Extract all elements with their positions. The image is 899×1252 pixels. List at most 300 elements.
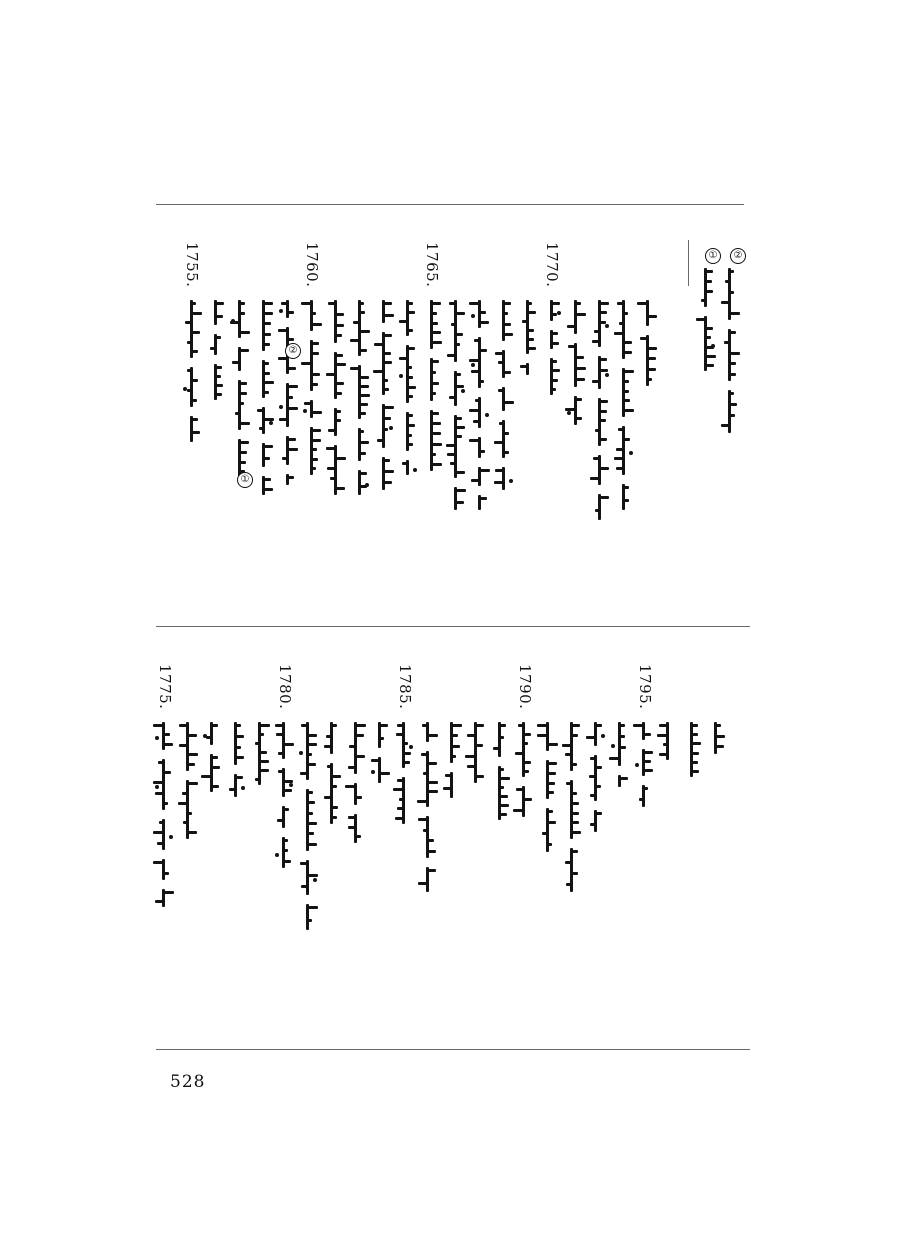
script-stroke <box>408 443 413 446</box>
line-number: 1765. <box>423 242 441 288</box>
script-stroke <box>408 311 415 314</box>
script-stroke <box>371 759 379 762</box>
script-stroke <box>384 379 388 382</box>
script-stroke <box>308 843 317 846</box>
script-dot <box>413 468 417 472</box>
script-word <box>186 780 189 839</box>
script-stroke <box>428 781 438 784</box>
script-stroke <box>600 410 607 413</box>
script-stroke <box>600 496 609 499</box>
script-stroke <box>384 314 394 317</box>
script-stroke <box>264 488 273 491</box>
script-stroke <box>153 861 163 864</box>
script-stroke <box>345 785 355 788</box>
script-stroke <box>384 481 392 484</box>
script-stroke <box>164 771 171 774</box>
script-stroke <box>288 476 294 479</box>
page-number: 528 <box>170 1072 206 1092</box>
script-stroke <box>408 424 415 427</box>
script-stroke <box>428 839 434 842</box>
script-stroke <box>600 311 607 314</box>
script-stroke <box>330 477 335 480</box>
script-stroke <box>284 860 291 863</box>
script-stroke <box>528 338 534 341</box>
script-dot <box>605 373 609 377</box>
script-stroke <box>188 812 192 815</box>
script-stroke <box>449 396 455 399</box>
script-dot <box>169 835 173 839</box>
script-stroke <box>301 724 307 727</box>
script-stroke <box>301 885 307 888</box>
script-stroke <box>240 349 249 352</box>
script-stroke <box>600 400 608 403</box>
script-dot <box>409 745 413 749</box>
script-stroke <box>548 782 555 785</box>
script-stroke <box>164 733 170 736</box>
script-column <box>478 300 487 510</box>
script-stroke <box>456 385 464 388</box>
script-stroke <box>360 394 370 397</box>
script-column <box>704 268 713 378</box>
script-stroke <box>552 369 560 372</box>
script-stroke <box>216 336 221 339</box>
script-stroke <box>692 733 698 736</box>
script-stroke <box>548 843 552 846</box>
top-rule <box>156 204 744 205</box>
script-stroke <box>278 752 283 755</box>
script-stroke <box>619 322 623 325</box>
script-stroke <box>499 422 503 425</box>
script-dot <box>629 451 633 455</box>
script-stroke <box>423 772 427 775</box>
script-stroke <box>408 434 412 437</box>
script-stroke <box>730 414 735 417</box>
script-stroke <box>572 831 581 834</box>
script-stroke <box>380 724 388 727</box>
script-stroke <box>153 724 163 727</box>
script-stroke <box>260 760 269 763</box>
script-dot <box>275 853 279 857</box>
script-stroke <box>182 792 187 795</box>
script-stroke <box>572 850 578 853</box>
script-stroke <box>456 417 462 420</box>
script-stroke <box>255 742 259 745</box>
script-stroke <box>384 406 394 409</box>
script-dot <box>485 413 489 417</box>
script-column <box>162 722 171 907</box>
script-stroke <box>692 742 701 745</box>
script-stroke <box>428 869 436 872</box>
script-stroke <box>471 370 479 373</box>
script-stroke <box>456 426 465 429</box>
script-stroke <box>596 724 602 727</box>
script-stroke <box>624 380 629 383</box>
script-stroke <box>356 796 362 799</box>
script-column <box>354 722 363 847</box>
script-stroke <box>716 724 721 727</box>
script-stroke <box>404 742 408 745</box>
script-stroke <box>644 751 653 754</box>
script-stroke <box>308 832 314 835</box>
script-stroke <box>456 312 465 315</box>
script-stroke <box>449 302 455 305</box>
script-stroke <box>308 753 312 756</box>
script-stroke <box>542 832 547 835</box>
script-stroke <box>480 497 487 500</box>
line-number: 1755. <box>183 242 201 288</box>
script-word <box>406 345 409 403</box>
script-stroke <box>210 347 215 350</box>
script-stroke <box>624 312 628 315</box>
script-stroke <box>157 842 163 845</box>
script-stroke <box>187 341 191 344</box>
script-stroke <box>304 402 311 405</box>
script-stroke <box>617 302 623 305</box>
script-stroke <box>469 359 479 362</box>
script-stroke <box>590 477 599 480</box>
script-stroke <box>284 849 288 852</box>
script-stroke <box>327 467 335 470</box>
script-stroke <box>312 467 316 470</box>
script-stroke <box>624 409 634 412</box>
script-stroke <box>537 734 547 737</box>
script-stroke <box>432 412 439 415</box>
script-stroke <box>326 447 335 450</box>
script-stroke <box>377 439 383 442</box>
script-stroke <box>360 441 369 444</box>
script-stroke <box>495 469 503 472</box>
script-stroke <box>432 463 442 466</box>
script-stroke <box>422 724 427 727</box>
script-stroke <box>264 478 271 481</box>
script-stroke <box>504 312 508 315</box>
script-stroke <box>288 407 298 410</box>
script-stroke <box>516 788 523 791</box>
script-stroke <box>308 734 317 737</box>
script-stroke <box>620 746 626 749</box>
script-stroke <box>706 364 714 367</box>
script-column <box>334 300 343 495</box>
script-stroke <box>308 743 317 746</box>
script-stroke <box>360 452 366 455</box>
script-stroke <box>418 882 427 885</box>
script-stroke <box>185 321 191 324</box>
inline-marker: ② <box>285 343 301 359</box>
script-stroke <box>513 809 523 812</box>
script-stroke <box>360 330 370 333</box>
script-stroke <box>277 819 283 822</box>
script-stroke <box>212 766 220 769</box>
script-stroke <box>624 399 630 402</box>
script-stroke <box>360 472 367 475</box>
script-stroke <box>235 412 239 415</box>
script-stroke <box>692 761 698 764</box>
script-stroke <box>640 337 647 340</box>
script-word <box>704 316 707 371</box>
script-column <box>402 722 411 842</box>
script-stroke <box>452 745 460 748</box>
script-stroke <box>624 499 629 502</box>
script-stroke <box>300 772 307 775</box>
script-stroke <box>288 385 298 388</box>
script-column <box>574 300 583 425</box>
script-stroke <box>236 776 243 779</box>
script-stroke <box>572 812 579 815</box>
script-stroke <box>524 798 532 801</box>
script-word <box>570 780 573 839</box>
script-stroke <box>288 338 294 341</box>
script-stroke <box>336 419 341 422</box>
script-stroke <box>586 736 595 739</box>
script-word <box>526 300 529 354</box>
script-stroke <box>308 763 316 766</box>
script-stroke <box>384 417 391 420</box>
script-stroke <box>336 392 342 395</box>
script-stroke <box>336 487 345 490</box>
script-stroke <box>418 818 427 821</box>
script-stroke <box>158 761 163 764</box>
script-stroke <box>504 401 514 404</box>
script-stroke <box>328 429 335 432</box>
footnote-marker: ② <box>730 248 746 264</box>
script-stroke <box>312 312 316 315</box>
script-stroke <box>475 399 479 402</box>
script-stroke <box>616 467 623 470</box>
line-number: 1795. <box>636 664 654 710</box>
script-stroke <box>576 302 581 305</box>
script-stroke <box>397 724 403 727</box>
script-stroke <box>192 399 197 402</box>
script-stroke <box>572 872 578 875</box>
script-stroke <box>432 360 439 363</box>
script-stroke <box>240 422 250 425</box>
script-stroke <box>282 457 287 460</box>
script-stroke <box>240 402 244 405</box>
script-stroke <box>312 323 322 326</box>
script-stroke <box>408 329 413 332</box>
script-stroke <box>301 302 311 305</box>
script-stroke <box>504 432 509 435</box>
script-stroke <box>332 724 337 727</box>
script-stroke <box>312 429 321 432</box>
script-stroke <box>276 733 283 736</box>
script-stroke <box>494 481 503 484</box>
script-stroke <box>259 427 263 430</box>
script-stroke <box>178 802 187 805</box>
script-stroke <box>446 444 455 447</box>
script-stroke <box>706 336 711 339</box>
script-stroke <box>255 778 259 781</box>
script-stroke <box>308 812 313 815</box>
script-stroke <box>264 445 273 448</box>
script-stroke <box>576 398 582 401</box>
script-stroke <box>236 724 241 727</box>
line-number: 1790. <box>516 664 534 710</box>
script-stroke <box>548 772 556 775</box>
script-word <box>358 300 361 356</box>
script-stroke <box>240 331 250 334</box>
script-stroke <box>524 742 528 745</box>
script-stroke <box>476 724 484 727</box>
script-stroke <box>445 774 451 777</box>
script-stroke <box>452 734 458 737</box>
script-stroke <box>572 821 579 824</box>
script-stroke <box>565 861 571 864</box>
script-stroke <box>348 816 355 819</box>
script-word <box>306 789 309 851</box>
script-stroke <box>192 418 198 421</box>
script-stroke <box>380 737 384 740</box>
script-stroke <box>155 900 163 903</box>
script-stroke <box>332 785 337 788</box>
script-column <box>310 300 319 475</box>
script-stroke <box>572 734 578 737</box>
script-stroke <box>624 341 632 344</box>
script-stroke <box>644 769 653 772</box>
script-column <box>454 300 463 510</box>
script-stroke <box>476 744 483 747</box>
script-stroke <box>432 443 442 446</box>
script-stroke <box>624 438 630 441</box>
script-stroke <box>423 829 427 832</box>
script-stroke <box>730 362 736 365</box>
script-stroke <box>192 302 196 305</box>
script-dot <box>241 786 245 790</box>
script-stroke <box>498 389 503 392</box>
script-stroke <box>500 777 510 780</box>
script-column <box>430 300 439 490</box>
script-stroke <box>397 807 403 810</box>
script-stroke <box>240 461 246 464</box>
script-dot <box>601 734 605 738</box>
script-stroke <box>278 357 287 360</box>
middle-rule <box>156 626 750 627</box>
script-stroke <box>450 462 455 465</box>
script-dot <box>635 763 639 767</box>
script-stroke <box>730 373 736 376</box>
script-stroke <box>192 312 202 315</box>
script-stroke <box>657 734 667 737</box>
script-stroke <box>356 755 365 758</box>
script-stroke <box>648 315 657 318</box>
line-number: 1770. <box>543 242 561 288</box>
script-stroke <box>356 724 366 727</box>
script-stroke <box>360 430 364 433</box>
script-stroke <box>469 302 479 305</box>
script-stroke <box>500 804 509 807</box>
script-stroke <box>428 762 437 765</box>
script-stroke <box>264 333 271 336</box>
script-stroke <box>384 361 392 364</box>
script-stroke <box>179 744 187 747</box>
script-stroke <box>350 339 359 342</box>
script-stroke <box>432 371 436 374</box>
script-stroke <box>408 395 413 398</box>
script-stroke <box>528 329 534 332</box>
script-stroke <box>567 325 575 328</box>
script-stroke <box>706 280 712 283</box>
script-stroke <box>384 334 392 337</box>
script-stroke <box>639 798 643 801</box>
script-stroke <box>396 733 403 736</box>
script-dot <box>279 405 283 409</box>
script-column <box>450 722 459 817</box>
script-stroke <box>281 302 287 305</box>
script-word <box>306 860 309 895</box>
script-stroke <box>596 766 602 769</box>
script-stroke <box>596 785 601 788</box>
script-stroke <box>216 375 221 378</box>
script-stroke <box>164 872 169 875</box>
script-stroke <box>500 768 504 771</box>
script-stroke <box>663 743 667 746</box>
script-stroke <box>384 352 391 355</box>
script-stroke <box>721 424 729 427</box>
script-stroke <box>380 772 390 775</box>
script-word <box>306 722 309 780</box>
script-stroke <box>480 469 490 472</box>
script-stroke <box>326 735 331 738</box>
script-dot <box>605 324 609 328</box>
script-stroke <box>236 735 244 738</box>
script-word <box>330 763 333 824</box>
script-stroke <box>467 734 475 737</box>
script-stroke <box>572 763 577 766</box>
script-stroke <box>188 763 195 766</box>
script-column <box>258 722 267 792</box>
script-stroke <box>308 801 315 804</box>
script-stroke <box>716 735 725 738</box>
script-stroke <box>552 332 558 335</box>
script-dot <box>567 411 571 415</box>
script-stroke <box>706 327 713 330</box>
script-word <box>690 722 693 777</box>
script-column <box>186 722 195 852</box>
script-stroke <box>576 417 582 420</box>
script-stroke <box>187 389 191 392</box>
script-column <box>286 300 295 485</box>
script-stroke <box>353 321 359 324</box>
script-stroke <box>480 380 484 383</box>
script-stroke <box>374 343 383 346</box>
script-stroke <box>188 734 197 737</box>
script-dot <box>611 744 615 748</box>
script-word <box>454 300 457 362</box>
script-stroke <box>399 320 407 323</box>
script-stroke <box>408 347 415 350</box>
script-stroke <box>552 379 558 382</box>
script-stroke <box>637 302 647 305</box>
script-stroke <box>356 734 364 737</box>
script-stroke <box>624 370 634 373</box>
script-stroke <box>576 356 584 359</box>
script-column <box>426 722 435 892</box>
script-stroke <box>706 355 716 358</box>
script-stroke <box>201 775 211 778</box>
script-dot <box>155 785 159 789</box>
script-stroke <box>730 291 734 294</box>
script-stroke <box>480 321 489 324</box>
script-stroke <box>572 802 579 805</box>
script-stroke <box>548 762 557 765</box>
script-stroke <box>332 816 337 819</box>
script-stroke <box>467 765 475 768</box>
script-column <box>330 722 339 832</box>
footnote-marker: ① <box>705 248 721 264</box>
script-column <box>526 300 535 375</box>
script-stroke <box>590 823 595 826</box>
script-stroke <box>566 883 571 886</box>
